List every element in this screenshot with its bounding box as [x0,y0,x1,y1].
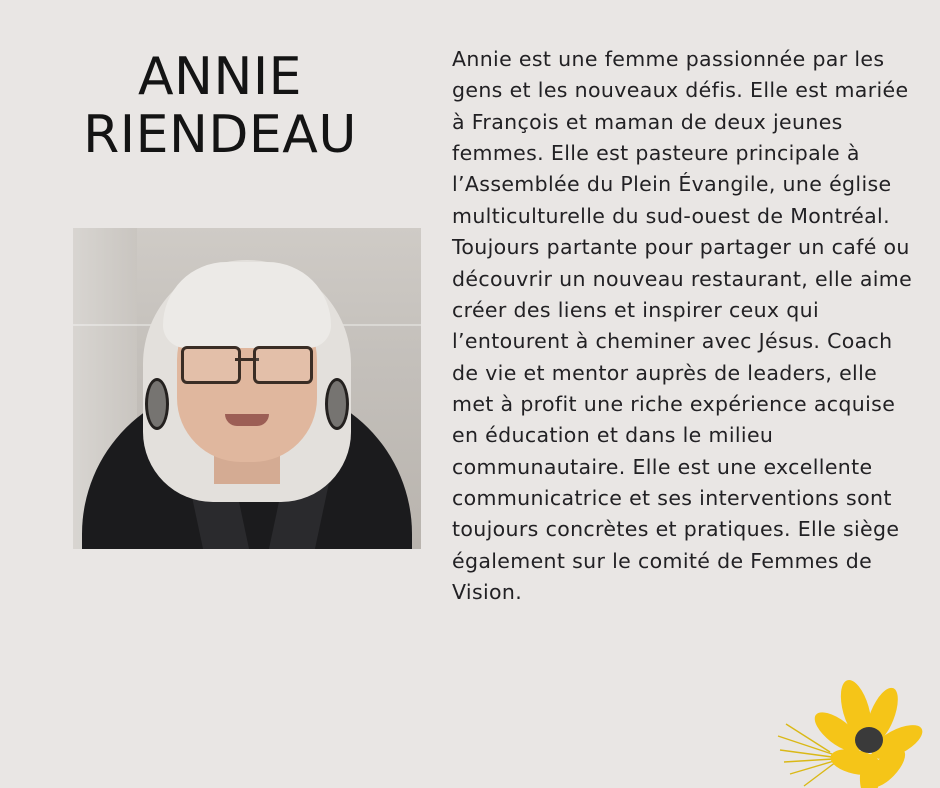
photo-glasses [181,346,313,380]
photo-smile [225,414,269,426]
photo-glasses-lens-left [181,346,241,384]
photo-hair-top [163,262,331,348]
photo-earring-right [325,378,349,430]
photo-glasses-lens-right [253,346,313,384]
bio-paragraph-1: Annie est une femme passionnée par les gens et les nouveaux défis. Elle est mariée à François et maman de deux jeunes femmes. Elle est pasteure principale à l’Assemblée du Plein Évangile, une église multiculturelle du sud-ouest de Montréal. [452,47,909,228]
bio-text [452,44,920,608]
yellow-flower-icon [770,658,930,788]
photo-earring-left [145,378,169,430]
portrait-photo [73,228,421,549]
bio-paragraph-2: Toujours partante pour partager un café ou découvrir un nouveau restaurant, elle aime créer des liens et inspirer ceux qui l’entourent à cheminer avec Jésus. Coach de vie et mentor auprès de leaders, elle met à profit une riche expérience acquise en éducation et dans le milieu communautaire. Elle est une excellente communicatrice et ses interventions sont toujours concrètes et pratiques. Elle siège également sur le comité de Femmes de Vision. [452,235,913,605]
person-name-line-2: RIENDEAU [83,105,357,166]
person-name-line-1: ANNIE [137,47,303,107]
left-column [0,0,440,788]
person-name [0,48,440,164]
